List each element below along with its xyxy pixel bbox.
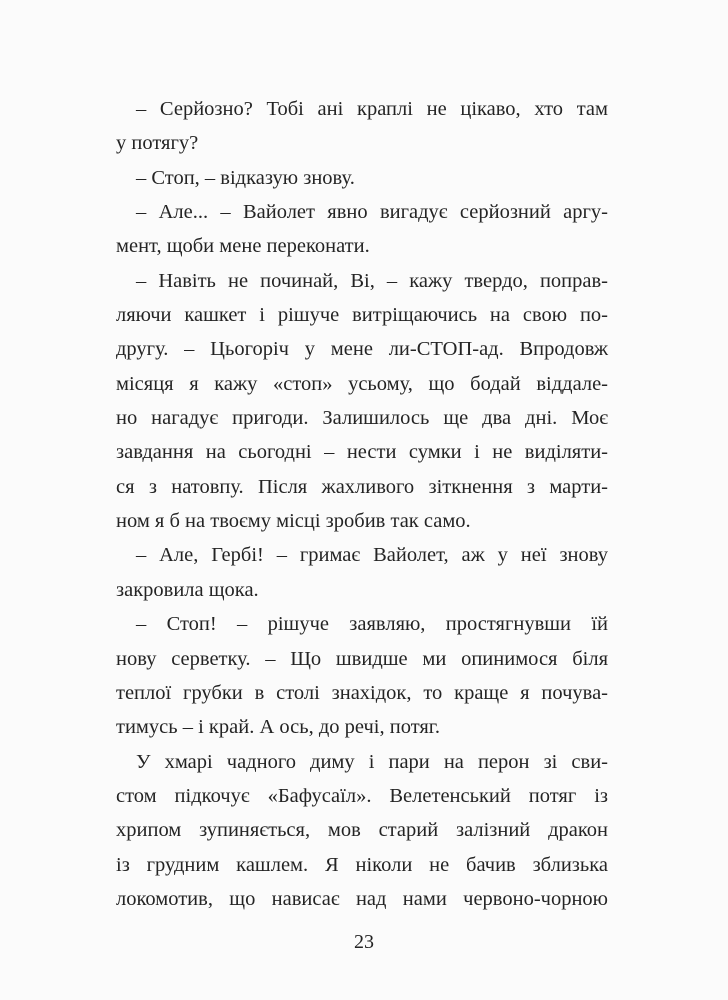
- page-number: 23: [354, 931, 374, 953]
- text-line: ном я б на твоєму місці зробив так само.: [116, 510, 471, 533]
- text-line: теплої грубки в столі знахідок, то краще я почува-: [116, 681, 608, 704]
- text-line: – Навіть не починай, Ві, – кажу твердо, поправ-: [136, 269, 608, 292]
- text-line: тимусь – і край. А ось, до речі, потяг.: [116, 716, 441, 739]
- text-line: закровила щока.: [116, 578, 259, 601]
- text-line: місяця я кажу «стоп» усьому, що бодай віддале-: [116, 372, 608, 395]
- text-line: У хмарі чадного диму і пари на перон зі сви-: [136, 750, 608, 773]
- text-line: хрипом зупиняється, мов старий залізний дракон: [116, 819, 608, 842]
- text-line: ся з натовпу. Після жахливого зіткнення з марти-: [116, 475, 608, 498]
- text-line: – Стоп! – рішуче заявляю, простягнувши їй: [136, 613, 608, 636]
- text-line: нову серветку. – Що швидше ми опинимося біля: [116, 647, 608, 670]
- body-text: [116, 92, 608, 916]
- text-line: стом підкочує «Бафусаїл». Велетенський потяг із: [116, 784, 608, 807]
- text-line: із грудним кашлем. Я ніколи не бачив зблизька: [116, 853, 608, 876]
- text-line: но нагадує пригоди. Залишилось ще два дні. Моє: [116, 407, 608, 430]
- text-line: – Стоп, – відказую знову.: [136, 166, 355, 189]
- text-line: локомотив, що нависає над нами червоно-чорною: [116, 887, 608, 910]
- text-line: – Серйозно? Тобі ані краплі не цікаво, хто там: [136, 98, 608, 120]
- text-line: – Але, Гербі! – гримає Вайолет, аж у неї знову: [136, 544, 608, 567]
- text-line: у потягу?: [116, 132, 199, 155]
- text-line: мент, щоби мене переконати.: [116, 235, 370, 258]
- text-line: завдання на сьогодні – нести сумки і не виділяти-: [116, 441, 608, 464]
- text-line: другу. – Цьогоріч у мене ли-СТОП-ад. Впродовж: [116, 338, 608, 361]
- text-line: ляючи кашкет і рішуче витріщаючись на свою по-: [116, 304, 608, 327]
- text-line: – Але... – Вайолет явно вигадує серйозний аргу-: [136, 201, 608, 224]
